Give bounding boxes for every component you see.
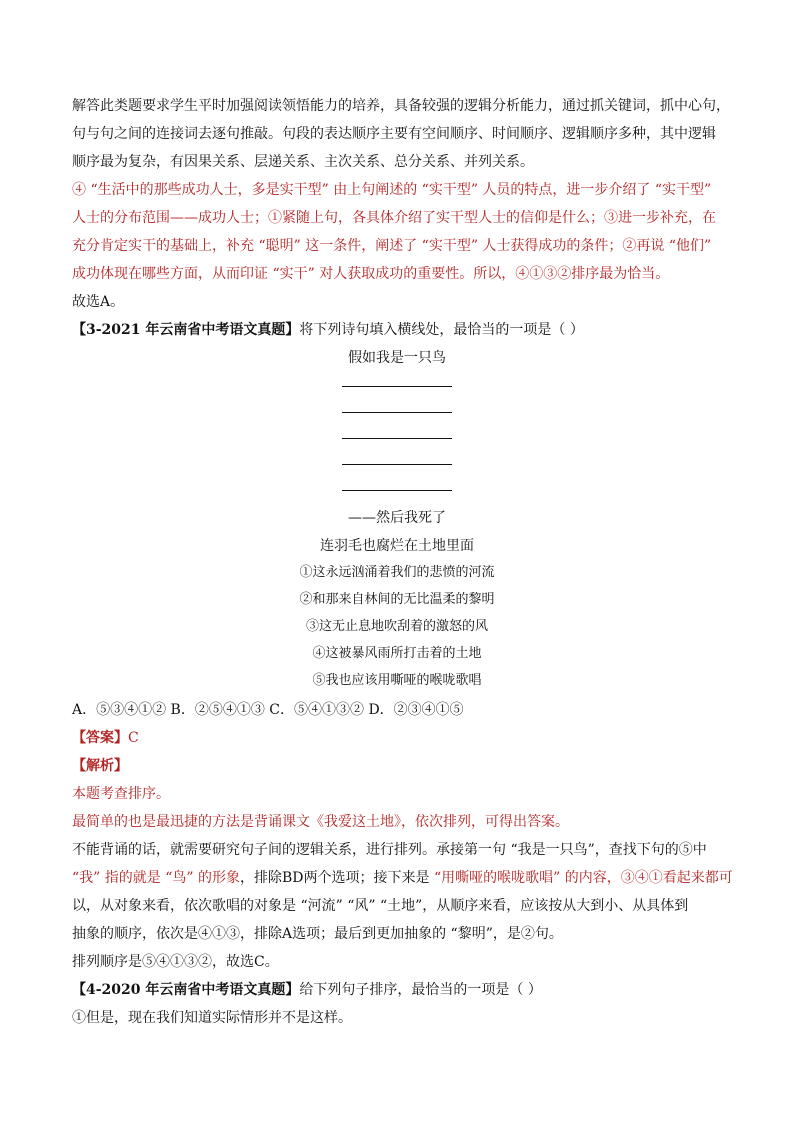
poem-first-line: 假如我是一只鸟 (348, 350, 446, 366)
text-line: 顺序最为复杂，有因果关系、层递关系、主次关系、总分关系、并列关系。 (72, 154, 534, 170)
text-line (72, 864, 732, 892)
poem-line: ——然后我死了 (348, 510, 446, 526)
poem-block (72, 344, 732, 696)
poem-option: ④这被暴风雨所打击着的土地 (312, 646, 482, 661)
poem-option: ③这无止息地吹刮着的激怒的风 (305, 619, 488, 634)
text-line: 排列顺序是⑤④①③②，故选C。 (72, 954, 279, 970)
poem-option: ①这永远汹涌着我们的悲愤的河流 (299, 565, 495, 580)
answer-label: 【答案】 (72, 730, 128, 746)
text-line: 最简单的也是最迅捷的方法是背诵课文《我爱这土地》，依次排列，可得出答案。 (72, 814, 569, 830)
question-text: 将下列诗句填入横线处，最恰当的一项是（ ） (299, 322, 584, 338)
text-line: 抽象的顺序，依次是④①③，排除A选项；最后到更加抽象的 “黎明”，是②句。 (72, 926, 563, 942)
text-line: 以，从对象来看，依次歌唱的对象是 “河流” “风” “土地”，从顺序来看，应该按从大到小、从具体到 (72, 898, 689, 914)
highlight-text: “用嘶哑的喉咙歌唱” 的内容，③④①看起来都可 (433, 870, 733, 886)
document-page (72, 92, 732, 1032)
fill-blank-line (342, 386, 452, 387)
analysis-label: 【解析】 (72, 758, 128, 774)
text-line: 解答此类题要求学生平时加强阅读领悟能力的培养，具备较强的逻辑分析能力，通过抓关键词，抓中心句， (72, 98, 730, 114)
question-4-stem (72, 976, 732, 1004)
fill-blank-line (342, 490, 452, 491)
analysis-red-paragraph (72, 176, 732, 288)
text-line: 不能背诵的话，就需要研究句子间的逻辑关系，进行排列。承接第一句 “我是一只鸟”，查找下句的⑤中 (72, 842, 707, 858)
answer-choices: A．⑤③④①② B．②⑤④①③ C．⑤④①③② D．②③④①⑤ (72, 702, 464, 718)
fill-blank-line (342, 438, 452, 439)
text-line: 本题考查排序。 (72, 786, 170, 802)
poem-option: ⑤我也应该用嘶哑的喉咙歌唱 (312, 673, 482, 688)
text-line: 人士的分布范围——成功人士；①紧随上句，各具体介绍了实干型人士的信仰是什么；③进一步补充，在 (72, 210, 716, 226)
question-text: 给下列句子排序，最恰当的一项是（ ） (299, 982, 542, 998)
text-line: 成功体现在哪些方面，从而印证 “实干” 对人获取成功的重要性。所以，④①③②排序最为恰当。 (72, 266, 670, 282)
poem-option: ②和那来自林间的无比温柔的黎明 (299, 592, 495, 607)
fill-blank-line (342, 464, 452, 465)
text-line: 句与句之间的连接词去逐句推敲。句段的表达顺序主要有空间顺序、时间顺序、逻辑顺序多种，其中逻辑 (72, 126, 716, 142)
text-span: ，排除BD两个选项；接下来是 (239, 870, 434, 886)
highlight-text: “我” 指的就是 “鸟” 的形象 (72, 870, 240, 886)
answer-value: C (128, 730, 139, 746)
answer-line (72, 724, 732, 752)
fill-blank-line (342, 412, 452, 413)
text-line: 充分肯定实干的基础上，补充 “聪明” 这一条件，阐述了 “实干型” 人士获得成功的条件；②再说 “他们” (72, 238, 712, 254)
poem-line: 连羽毛也腐烂在土地里面 (320, 538, 474, 554)
question-tag: 【3-2021 年云南省中考语文真题】 (72, 322, 300, 338)
choose-line: 故选A。 (72, 294, 125, 310)
analysis-paragraph (72, 92, 732, 176)
question-tag: 【4-2020 年云南省中考语文真题】 (72, 982, 300, 998)
text-line: ①但是，现在我们知道实际情形并不是这样。 (72, 1010, 352, 1026)
question-3-stem (72, 316, 732, 344)
text-line: ④ “生活中的那些成功人士，多是实干型” 由上句阐述的 “实干型” 人员的特点，进一步介绍了 “实干型” (72, 182, 712, 198)
